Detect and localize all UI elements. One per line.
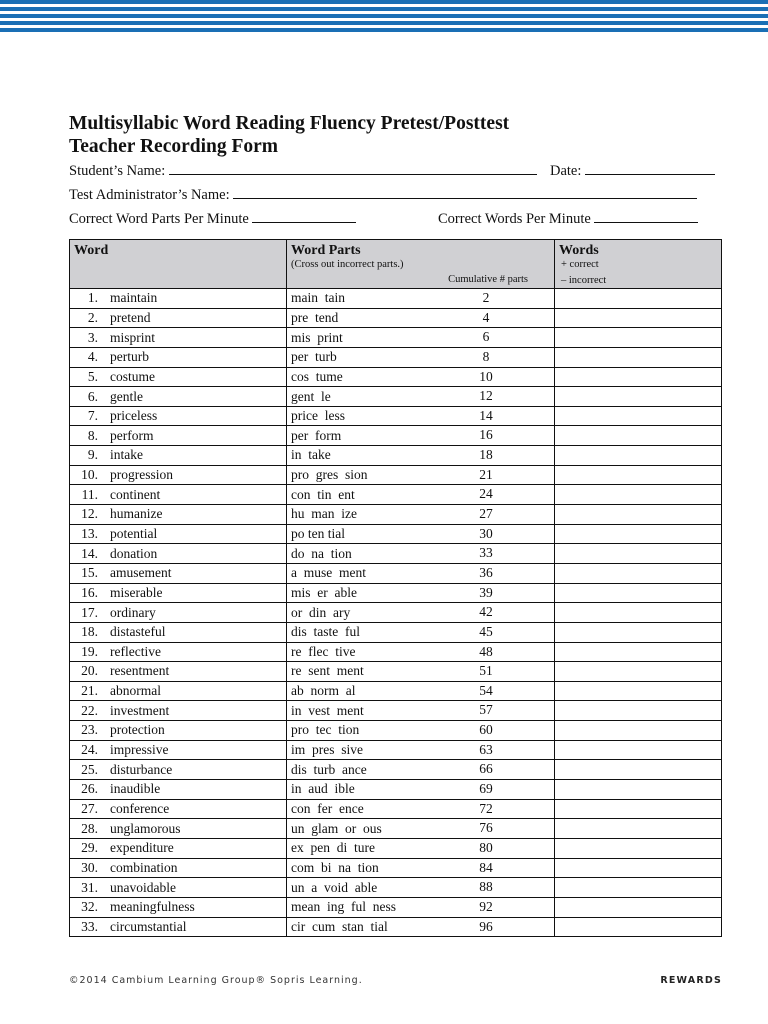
row-number: 1. [87,290,98,306]
table-row [70,583,722,603]
cumulative-count: 8 [482,348,490,364]
word-cell [70,701,287,721]
cumulative-count: 57 [479,702,493,718]
word-parts-cell[interactable] [287,465,555,485]
words-result-cell[interactable] [555,819,722,839]
word-text: humanize [110,506,163,522]
words-result-cell[interactable] [555,780,722,800]
parts-header-note: (Cross out incorrect parts.) [291,259,404,270]
correct-words-label: Correct Words Per Minute [438,211,591,227]
word-text: disturbance [110,761,173,777]
student-name-field[interactable] [69,161,537,180]
word-parts-cell[interactable] [287,701,555,721]
row-number: 25. [81,761,98,777]
row-number: 13. [81,526,98,541]
word-text: costume [110,368,155,384]
cumulative-count: 2 [482,290,490,305]
row-number: 5. [87,368,98,384]
word-text: miserable [110,584,163,600]
table-row [70,289,722,309]
word-cell [70,347,287,367]
word-text: protection [110,722,165,738]
word-cell [70,367,287,387]
word-text: donation [110,545,158,561]
correct-words-blank[interactable] [594,209,698,223]
word-cell [70,446,287,466]
cumulative-count: 60 [479,722,493,738]
word-text: reflective [110,643,161,659]
word-parts-text: re sent ment [291,663,364,679]
word-cell [70,622,287,642]
student-name-label: Student’s Name: [69,163,166,179]
word-text: unavoidable [110,879,176,895]
words-result-cell[interactable] [555,406,722,426]
word-parts-cell[interactable] [287,406,555,426]
row-number: 33. [81,918,98,934]
table-row [70,563,722,583]
word-text: abnormal [110,683,161,699]
word-cell [70,799,287,819]
cumulative-count: 84 [479,859,493,875]
word-text: meaningfulness [110,899,195,915]
word-cell [70,780,287,800]
word-text: perturb [110,349,149,365]
words-result-cell[interactable] [555,917,722,937]
words-result-cell[interactable] [555,524,722,544]
cumulative-count: 18 [479,447,493,463]
table-row [70,799,722,819]
word-parts-cell[interactable] [287,367,555,387]
word-parts-text: a muse ment [291,565,366,581]
words-result-cell[interactable] [555,563,722,583]
table-row [70,406,722,426]
cumulative-count: 27 [479,506,493,522]
footer-brand: REWARDS [660,975,722,986]
word-text: expenditure [110,840,174,856]
word-cell [70,505,287,525]
admin-name-blank[interactable] [233,185,697,199]
row-number: 19. [81,643,98,659]
word-cell [70,563,287,583]
word-parts-text: un glam or ous [291,820,382,836]
cumulative-count: 51 [479,663,493,679]
word-cell [70,858,287,878]
word-parts-cell[interactable] [287,603,555,623]
word-parts-text: ex pen di ture [291,840,375,856]
words-column-header [555,240,722,289]
word-parts-text: un a void able [291,879,378,895]
word-parts-text: com bi na tion [291,859,379,875]
row-number: 21. [81,683,98,699]
word-parts-cell[interactable] [287,485,555,505]
word-text: intake [110,447,143,463]
table-row [70,544,722,564]
date-label: Date: [550,163,582,179]
word-parts-cell[interactable] [287,799,555,819]
word-parts-text: mis print [291,329,343,345]
words-result-cell[interactable] [555,760,722,780]
word-parts-text: re flec tive [291,643,356,659]
word-cell [70,760,287,780]
table-row [70,740,722,760]
word-parts-text: ab norm al [291,683,356,699]
parts-header-label: Word Parts [291,243,361,258]
table-row [70,721,722,741]
legend-incorrect: – incorrect [561,275,607,286]
words-result-cell[interactable] [555,485,722,505]
page-title [69,112,709,158]
correct-parts-blank[interactable] [252,209,356,223]
cumulative-header-label: Cumulative # parts [448,274,528,285]
words-result-cell[interactable] [555,387,722,407]
cumulative-count: 69 [479,781,493,797]
words-result-cell[interactable] [555,347,722,367]
row-number: 6. [87,388,98,404]
cumulative-count: 45 [479,623,493,639]
word-text: inaudible [110,781,161,797]
word-cell [70,289,287,309]
word-text: amusement [110,565,172,581]
row-number: 3. [87,329,98,345]
row-number: 31. [81,879,98,895]
word-parts-cell[interactable] [287,780,555,800]
table-row [70,387,722,407]
table-row [70,701,722,721]
words-header-label: Words [559,243,599,258]
table-row [70,897,722,917]
words-result-cell[interactable] [555,289,722,309]
table-row [70,858,722,878]
legend-correct: + correct [561,259,599,270]
cumulative-count: 4 [482,309,490,325]
table-header-row [70,240,722,289]
row-number: 18. [81,624,98,640]
word-text: combination [110,859,178,875]
word-parts-cell[interactable] [287,308,555,328]
word-parts-cell[interactable] [287,426,555,446]
table-row [70,367,722,387]
table-row [70,328,722,348]
word-parts-cell[interactable] [287,387,555,407]
row-number: 14. [81,545,98,561]
cumulative-count: 66 [479,761,493,777]
word-cell [70,642,287,662]
table-row [70,760,722,780]
word-cell [70,485,287,505]
table-row [70,622,722,642]
word-parts-cell[interactable] [287,328,555,348]
word-text: priceless [110,408,158,424]
word-cell [70,387,287,407]
word-text: misprint [110,329,156,345]
word-cell [70,465,287,485]
word-text: impressive [110,742,169,758]
row-number: 15. [81,565,98,581]
word-parts-text: in take [291,447,331,463]
cumulative-count: 80 [479,839,493,855]
row-number: 2. [87,309,98,325]
cumulative-count: 10 [479,368,493,384]
word-parts-text: cir cum stan tial [291,918,388,934]
recording-table [69,239,722,937]
word-parts-text: in vest ment [291,702,364,718]
word-parts-cell[interactable] [287,897,555,917]
word-parts-text: do na tion [291,545,352,561]
word-parts-text: mean ing ful ness [291,899,396,915]
word-text: maintain [110,290,158,306]
cumulative-count: 39 [479,584,493,600]
word-cell [70,544,287,564]
words-result-cell[interactable] [555,328,722,348]
word-cell [70,681,287,701]
word-parts-cell[interactable] [287,662,555,682]
table-row [70,308,722,328]
table-row [70,603,722,623]
word-parts-cell[interactable] [287,563,555,583]
title-line-1: Multisyllabic Word Reading Fluency Pretest/Posttest [69,113,510,134]
word-parts-text: or din ary [291,604,351,620]
words-result-cell[interactable] [555,858,722,878]
word-cell [70,426,287,446]
word-cell [70,583,287,603]
cumulative-count: 21 [479,466,493,482]
word-parts-cell[interactable] [287,446,555,466]
word-parts-cell[interactable] [287,878,555,898]
cumulative-count: 54 [479,682,493,698]
date-blank[interactable] [585,161,715,175]
words-result-cell[interactable] [555,681,722,701]
cumulative-count: 72 [479,800,493,816]
word-text: progression [110,467,173,483]
correct-words-field[interactable] [438,209,698,228]
cumulative-count: 88 [479,879,493,895]
table-row [70,426,722,446]
word-cell [70,897,287,917]
word-text: conference [110,800,170,816]
table-row [70,505,722,525]
row-number: 30. [81,859,98,875]
row-number: 12. [81,506,98,522]
word-cell [70,406,287,426]
word-parts-text: in aud ible [291,781,355,797]
word-parts-text: gent le [291,388,331,404]
cumulative-count: 63 [479,741,493,757]
table-row [70,465,722,485]
words-result-cell[interactable] [555,308,722,328]
word-text: distasteful [110,624,166,640]
word-parts-text: dis turb ance [291,761,367,777]
row-number: 16. [81,584,98,600]
word-text: perform [110,427,154,443]
words-result-cell[interactable] [555,642,722,662]
word-parts-text: hu man ize [291,506,357,522]
header-stripes [0,0,768,34]
word-parts-cell[interactable] [287,289,555,309]
word-parts-text: im pres sive [291,742,363,758]
table-row [70,780,722,800]
row-number: 22. [81,702,98,718]
row-number: 24. [81,742,98,758]
table-row [70,878,722,898]
cumulative-count: 92 [479,898,493,914]
table-row [70,446,722,466]
words-result-cell[interactable] [555,505,722,525]
cumulative-count: 16 [479,427,493,443]
word-parts-text: po ten tial [291,526,345,541]
words-result-cell[interactable] [555,622,722,642]
word-text: circumstantial [110,918,187,934]
table-row [70,838,722,858]
word-cell [70,603,287,623]
word-parts-text: cos tume [291,368,343,384]
cumulative-count: 33 [479,545,493,561]
row-number: 23. [81,722,98,738]
table-row [70,524,722,544]
table-row [70,485,722,505]
words-result-cell[interactable] [555,583,722,603]
words-result-cell[interactable] [555,367,722,387]
word-text: gentle [110,388,143,404]
date-field[interactable] [550,161,715,180]
words-result-cell[interactable] [555,465,722,485]
word-parts-cell[interactable] [287,524,555,544]
student-name-blank[interactable] [169,161,537,175]
words-result-cell[interactable] [555,426,722,446]
row-number: 32. [81,899,98,915]
word-parts-cell[interactable] [287,819,555,839]
words-result-cell[interactable] [555,799,722,819]
word-parts-cell[interactable] [287,642,555,662]
cumulative-count: 12 [479,388,493,404]
row-number: 7. [87,408,98,424]
word-cell [70,328,287,348]
correct-parts-field[interactable] [69,209,356,228]
word-header-label: Word [74,243,109,258]
words-result-cell[interactable] [555,721,722,741]
word-cell [70,721,287,741]
row-number: 10. [81,467,98,483]
word-parts-text: pre tend [291,309,339,325]
word-parts-text: price less [291,408,345,424]
row-number: 9. [87,447,98,463]
title-line-2: Teacher Recording Form [69,136,279,157]
word-parts-text: pro tec tion [291,722,360,738]
words-result-cell[interactable] [555,662,722,682]
word-parts-cell[interactable] [287,681,555,701]
cumulative-count: 24 [479,486,493,502]
word-text: investment [110,702,170,718]
table-row [70,347,722,367]
words-result-cell[interactable] [555,878,722,898]
words-result-cell[interactable] [555,897,722,917]
words-result-cell[interactable] [555,701,722,721]
word-parts-text: per turb [291,349,337,365]
word-cell [70,838,287,858]
word-parts-text: main tain [291,290,345,306]
word-parts-cell[interactable] [287,838,555,858]
word-parts-text: pro gres sion [291,467,368,483]
word-column-header [70,240,287,289]
row-number: 8. [87,427,98,443]
words-result-cell[interactable] [555,740,722,760]
word-cell [70,878,287,898]
word-cell [70,740,287,760]
row-number: 11. [81,486,98,502]
row-number: 20. [81,663,98,679]
word-text: resentment [110,663,170,679]
cumulative-count: 14 [479,407,493,423]
row-number: 17. [81,604,98,620]
parts-column-header [287,240,555,289]
word-parts-cell[interactable] [287,858,555,878]
word-parts-cell[interactable] [287,740,555,760]
word-parts-cell[interactable] [287,583,555,603]
word-text: pretend [110,309,151,325]
cumulative-count: 6 [482,329,490,345]
word-parts-cell[interactable] [287,505,555,525]
words-result-cell[interactable] [555,446,722,466]
cumulative-count: 48 [479,643,493,659]
word-parts-cell[interactable] [287,544,555,564]
row-number: 26. [81,781,98,797]
word-parts-cell[interactable] [287,917,555,937]
cumulative-count: 42 [479,604,493,620]
cumulative-count: 76 [479,820,493,836]
word-parts-text: dis taste ful [291,624,360,640]
cumulative-count: 96 [479,918,493,934]
footer-copyright: ©2014 Cambium Learning Group® Sopris Learning. [69,975,363,986]
word-cell [70,308,287,328]
admin-name-field[interactable] [69,185,697,204]
word-parts-text: per form [291,427,342,443]
word-parts-text: con fer ence [291,800,364,816]
words-result-cell[interactable] [555,838,722,858]
row-number: 4. [87,349,98,365]
word-cell [70,524,287,544]
word-parts-text: mis er able [291,584,357,600]
cumulative-count: 36 [479,564,493,580]
words-result-cell[interactable] [555,603,722,623]
word-parts-cell[interactable] [287,347,555,367]
word-text: ordinary [110,604,156,620]
word-parts-text: con tin ent [291,486,355,502]
cumulative-count: 30 [479,525,493,541]
word-text: potential [110,526,158,541]
table-row [70,642,722,662]
word-parts-cell[interactable] [287,622,555,642]
word-cell [70,662,287,682]
correct-parts-label: Correct Word Parts Per Minute [69,211,249,227]
word-parts-cell[interactable] [287,760,555,780]
word-text: continent [110,486,161,502]
word-text: unglamorous [110,820,181,836]
table-row [70,681,722,701]
table-row [70,917,722,937]
words-result-cell[interactable] [555,544,722,564]
word-cell [70,819,287,839]
table-row [70,662,722,682]
admin-name-label: Test Administrator’s Name: [69,187,230,203]
row-number: 28. [81,820,98,836]
row-number: 29. [81,840,98,856]
table-row [70,819,722,839]
row-number: 27. [81,800,98,816]
word-cell [70,917,287,937]
word-parts-cell[interactable] [287,721,555,741]
